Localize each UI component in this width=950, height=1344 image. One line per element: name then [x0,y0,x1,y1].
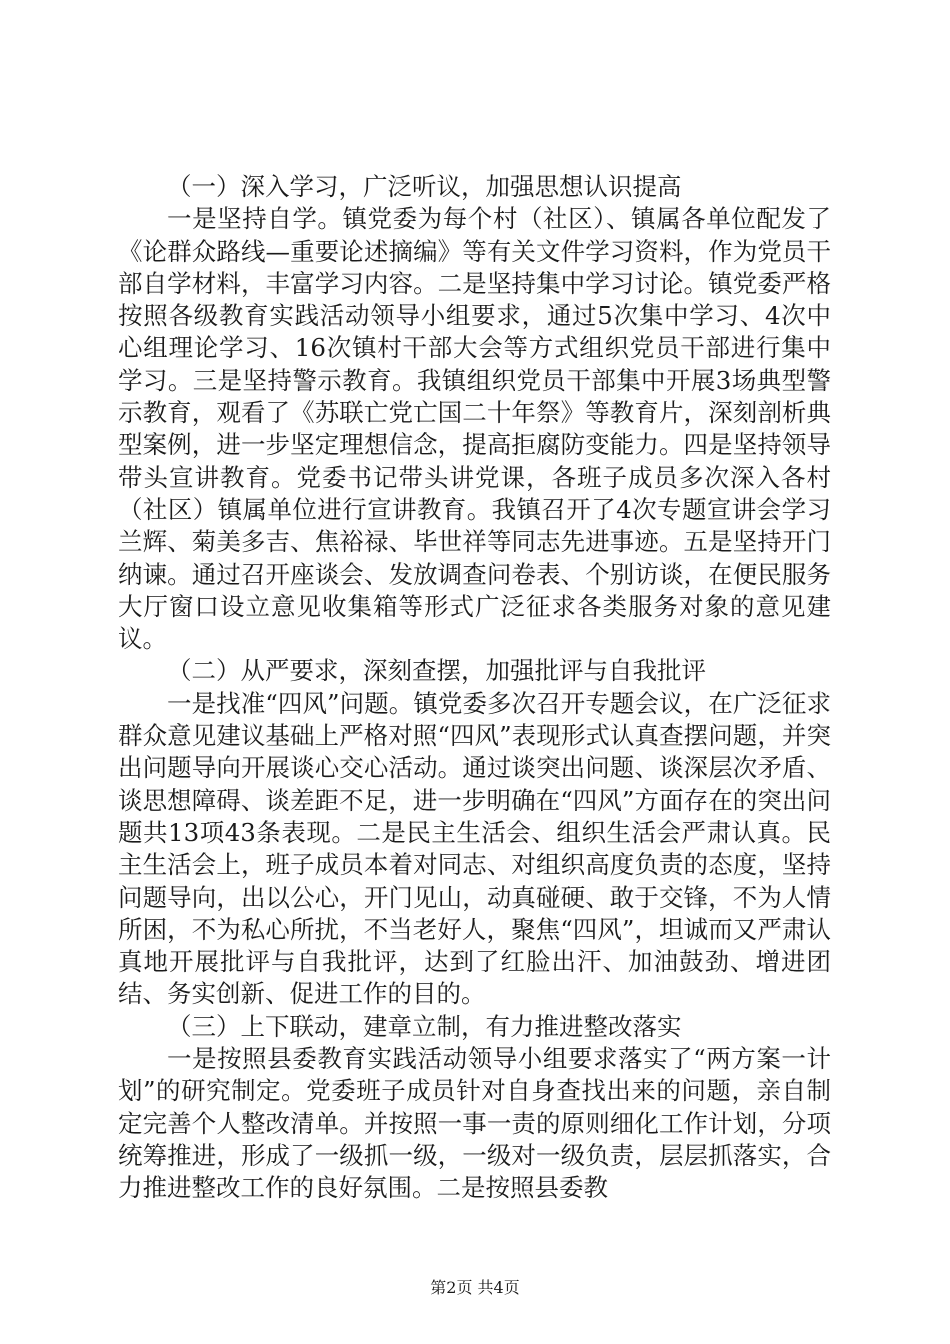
page-footer [0,1275,950,1298]
page-number: 第2页 共4页 [430,1278,520,1297]
section-heading-1: （一）深入学习，广泛听议，加强思想认识提高 [167,172,682,201]
paragraph-2: 一是找准“四风”问题。镇党委多次召开专题会议，在广泛征求群众意见建议基础上严格对照“四风”表现形式认真查摆问题，并突出问题导向开展谈心交心活动。通过谈突出问题、谈深层次矛盾、谈思想障碍、谈差距不足，进一步明确在“四风”方面存在的突出问题共13项43条表现。二是民主生活会、组织生活会严肃认真。民主生活会上，班子成员本着对同志、对组织高度负责的态度，坚持问题导向，出以公心，开门见山，动真碰硬、敢于交锋，不为人情所困，不为私心所扰，不当老好人，聚焦“四风”，坦诚而又严肃认真地开展批评与自我批评，达到了红脸出汗、加油鼓劲、增进团结、务实创新、促进工作的目的。 [118,688,831,1009]
section-heading-2: （二）从严要求，深刻查摆，加强批评与自我批评 [167,656,706,686]
paragraph-3: 一是按照县委教育实践活动领导小组要求落实了“两方案一计划”的研究制定。党委班子成员针对自身查找出来的问题，亲自制定完善个人整改清单。并按照一事一责的原则细化工作计划，分项统筹推进，形成了一级抓一级，一级对一级负责，层层抓落实，合力推进整改工作的良好氛围。二是按照县委教 [118,1044,831,1203]
section-heading-3: （三）上下联动，建章立制，有力推进整改落实 [167,1011,682,1041]
document-body [118,171,831,1205]
paragraph-1: 一是坚持自学。镇党委为每个村（社区）、镇属各单位配发了《论群众路线—重要论述摘编》等有关文件学习资料，作为党员干部自学材料，丰富学习内容。二是坚持集中学习讨论。镇党委严格按照各级教育实践活动领导小组要求，通过5次集中学习、4次中心组理论学习、16次镇村干部大会等方式组织党员干部进行集中学习。三是坚持警示教育。我镇组织党员干部集中开展3场典型警示教育，观看了《苏联亡党亡国二十年祭》等教育片，深刻剖析典型案例，进一步坚定理想信念，提高拒腐防变能力。四是坚持领导带头宣讲教育。党委书记带头讲党课，各班子成员多次深入各村（社区）镇属单位进行宣讲教育。我镇召开了4次专题宣讲会学习兰辉、菊美多吉、焦裕禄、毕世祥等同志先进事迹。五是坚持开门纳谏。通过召开座谈会、发放调查问卷表、个别访谈，在便民服务大厅窗口设立意见收集箱等形式广泛征求各类服务对象的意见建议。 [118,204,831,654]
